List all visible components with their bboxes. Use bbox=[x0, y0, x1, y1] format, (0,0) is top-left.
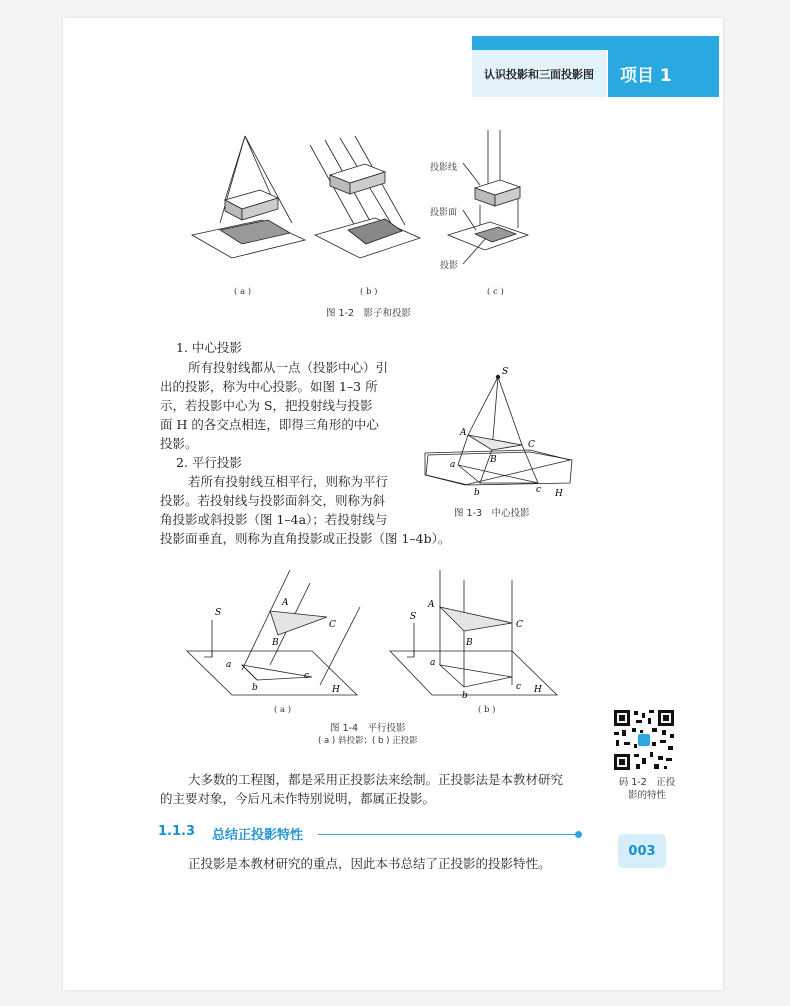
section-title: 总结正投影特性 bbox=[212, 828, 304, 843]
fig13-label-c: c bbox=[536, 485, 542, 495]
fig14a-label-c: c bbox=[304, 671, 310, 681]
qr-caption bbox=[612, 776, 682, 802]
fig14b-label-b: b bbox=[462, 691, 468, 701]
figure-1-2-sublabel-b: ( b ) bbox=[360, 287, 378, 297]
page-number: 003 bbox=[618, 834, 666, 868]
figure-1-2b bbox=[310, 136, 420, 258]
closing-text: 正投影是本教材研究的重点，因此本书总结了正投影的投影特性。 bbox=[188, 856, 551, 871]
heading-parallel-projection: 2. 平行投影 bbox=[176, 455, 242, 470]
figure-1-2a bbox=[192, 136, 305, 258]
section-rule-dot bbox=[575, 831, 582, 838]
figure-1-3 bbox=[420, 365, 580, 505]
figure-1-4-sublabel-b: ( b ) bbox=[478, 705, 496, 715]
fig14a-label-H: H bbox=[332, 685, 340, 695]
fig13-label-B: B bbox=[490, 455, 497, 465]
parallel-line-2: 投影。若投射线与投影面斜交，则称为斜 bbox=[160, 493, 386, 508]
figure-1-2-sublabel-a: ( a ) bbox=[234, 287, 252, 297]
central-line-2: 出的投影，称为中心投影。如图 1–3 所 bbox=[160, 379, 378, 394]
project-label: 项目 1 bbox=[608, 50, 719, 97]
figure-1-4-sublabel-a: ( a ) bbox=[274, 705, 292, 715]
heading-central-projection: 1. 中心投影 bbox=[176, 340, 242, 355]
chapter-title: 认识投影和三面投影图 bbox=[472, 50, 606, 97]
fig14b-label-B: B bbox=[466, 638, 473, 648]
fig14a-label-C: C bbox=[329, 620, 336, 630]
central-line-3: 示，若投影中心为 S，把投射线与投影 bbox=[160, 398, 373, 413]
parallel-line-4: 投影面垂直，则称为直角投影或正投影（图 1–4b）。 bbox=[160, 531, 451, 546]
figure-1-4-subcaption: ( a ) 斜投影；( b ) 正投影 bbox=[318, 736, 418, 746]
fig14b-label-A: A bbox=[428, 600, 435, 610]
header-accent-bar bbox=[472, 36, 719, 50]
section-number: 1.1.3 bbox=[158, 824, 196, 839]
label-projection-plane: 投影面 bbox=[430, 208, 458, 218]
fig13-label-b: b bbox=[474, 488, 480, 498]
figure-1-2-caption: 图 1-2 影子和投影 bbox=[326, 308, 412, 319]
fig13-label-a: a bbox=[450, 460, 456, 470]
fig14a-label-a: a bbox=[226, 660, 232, 670]
figure-1-4 bbox=[182, 565, 567, 705]
figure-1-2-sublabel-c: ( c ) bbox=[487, 287, 504, 297]
figure-1-3-caption: 图 1-3 中心投影 bbox=[454, 508, 530, 519]
central-line-1: 所有投射线都从一点（投影中心）引 bbox=[188, 360, 389, 375]
fig14b-label-S: S bbox=[410, 612, 417, 622]
figure-1-2 bbox=[180, 130, 530, 300]
fig14a-label-b: b bbox=[252, 683, 258, 693]
section-rule bbox=[318, 834, 578, 835]
fig14b-label-c: c bbox=[516, 682, 522, 692]
fig14b-label-H: H bbox=[534, 685, 542, 695]
body-line-2: 的主要对象，今后凡未作特别说明，都属正投影。 bbox=[160, 791, 436, 806]
central-line-5: 投影。 bbox=[160, 436, 198, 451]
central-line-4: 面 H 的各交点相连，即得三角形的中心 bbox=[160, 417, 379, 432]
fig14b-label-a: a bbox=[430, 658, 436, 668]
parallel-line-1: 若所有投射线互相平行，则称为平行 bbox=[188, 474, 389, 489]
qr-caption-line2: 影的特性 bbox=[627, 790, 666, 801]
qr-caption-line1: 码 1-2 正投 bbox=[618, 777, 676, 788]
label-projection-line: 投影线 bbox=[430, 163, 458, 173]
fig13-label-C: C bbox=[528, 440, 535, 450]
body-line-1: 大多数的工程图，都是采用正投影法来绘制。正投影法是本教材研究 bbox=[188, 772, 564, 787]
label-projection: 投影 bbox=[440, 261, 459, 271]
fig13-label-H: H bbox=[555, 489, 563, 499]
fig13-label-A: A bbox=[460, 428, 467, 438]
fig14b-label-C: C bbox=[516, 620, 523, 630]
parallel-line-3: 角投影或斜投影（图 1–4a）；若投射线与 bbox=[160, 512, 388, 527]
qr-code-image[interactable] bbox=[612, 708, 676, 772]
fig14a-label-B: B bbox=[272, 638, 279, 648]
figure-1-4-caption: 图 1-4 平行投影 bbox=[330, 723, 406, 734]
figure-1-2c bbox=[448, 130, 528, 264]
fig14a-label-A: A bbox=[282, 598, 289, 608]
fig14a-label-S: S bbox=[215, 608, 222, 618]
fig13-label-S: S bbox=[502, 367, 509, 377]
